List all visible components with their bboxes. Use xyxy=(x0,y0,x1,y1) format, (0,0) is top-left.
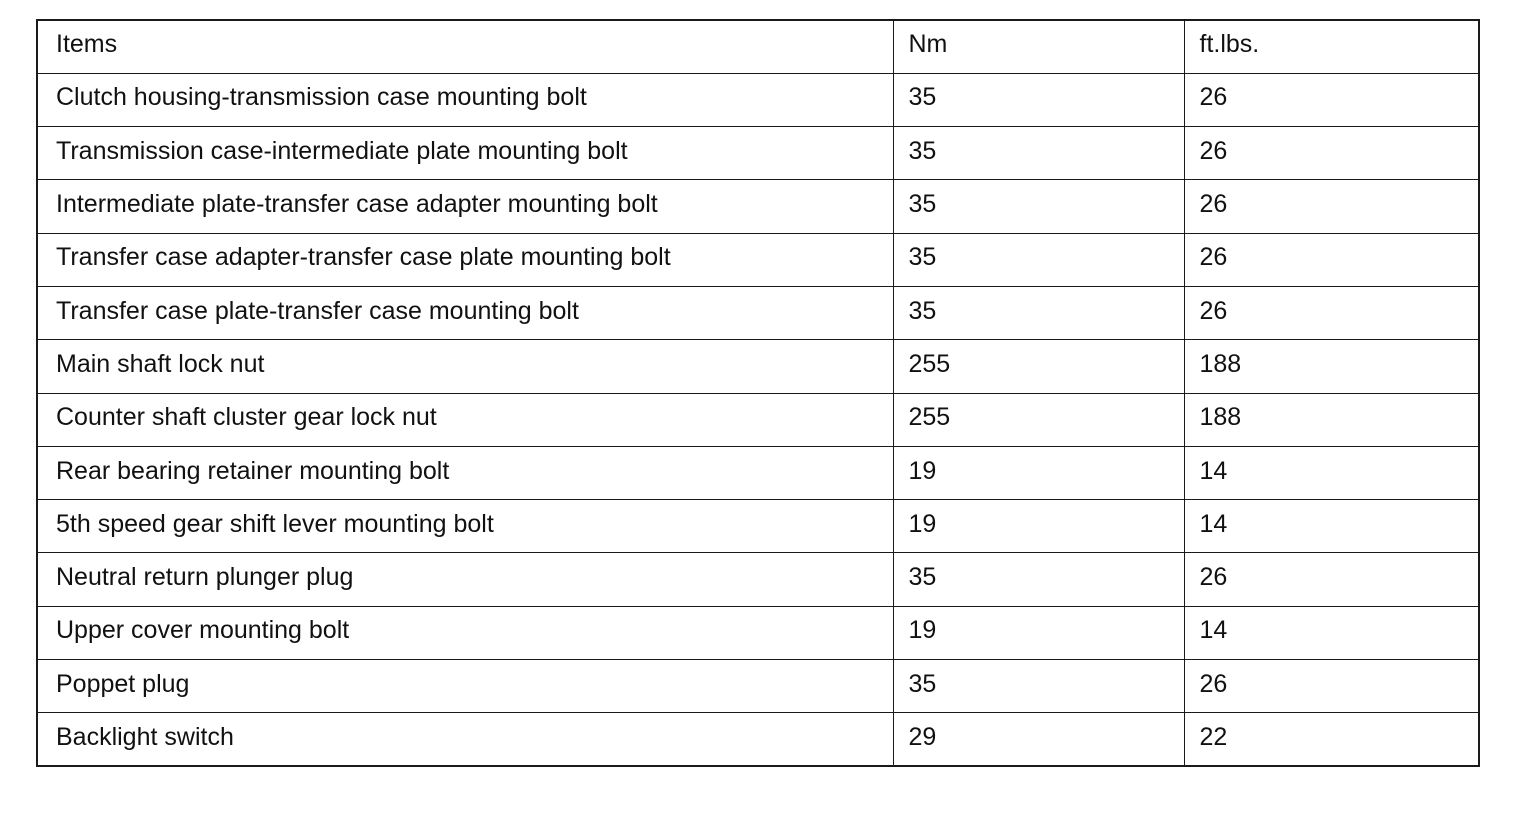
nm-cell: 35 xyxy=(893,233,1184,286)
table-row xyxy=(37,713,1479,766)
table-row xyxy=(37,606,1479,659)
ftlbs-cell: 22 xyxy=(1184,713,1479,766)
table-row xyxy=(37,500,1479,553)
table-row xyxy=(37,127,1479,180)
item-cell: Poppet plug xyxy=(37,660,893,713)
table-row xyxy=(37,340,1479,393)
item-cell: Rear bearing retainer mounting bolt xyxy=(37,446,893,499)
table-row xyxy=(37,180,1479,233)
table-row xyxy=(37,660,1479,713)
table-row xyxy=(37,446,1479,499)
ftlbs-cell: 188 xyxy=(1184,340,1479,393)
nm-cell: 35 xyxy=(893,73,1184,126)
nm-cell: 35 xyxy=(893,127,1184,180)
item-cell: Upper cover mounting bolt xyxy=(37,606,893,659)
ftlbs-cell: 26 xyxy=(1184,73,1479,126)
item-cell: Transfer case plate-transfer case mounting bolt xyxy=(37,286,893,339)
ftlbs-cell: 188 xyxy=(1184,393,1479,446)
torque-specification-table xyxy=(36,19,1480,767)
ftlbs-cell: 26 xyxy=(1184,180,1479,233)
nm-cell: 255 xyxy=(893,393,1184,446)
item-cell: Main shaft lock nut xyxy=(37,340,893,393)
item-cell: Neutral return plunger plug xyxy=(37,553,893,606)
table-row xyxy=(37,73,1479,126)
header-nm: Nm xyxy=(893,20,1184,73)
ftlbs-cell: 26 xyxy=(1184,553,1479,606)
ftlbs-cell: 26 xyxy=(1184,286,1479,339)
ftlbs-cell: 26 xyxy=(1184,660,1479,713)
item-cell: Clutch housing-transmission case mounting bolt xyxy=(37,73,893,126)
nm-cell: 255 xyxy=(893,340,1184,393)
nm-cell: 35 xyxy=(893,180,1184,233)
item-cell: Intermediate plate-transfer case adapter mounting bolt xyxy=(37,180,893,233)
nm-cell: 19 xyxy=(893,606,1184,659)
table-row xyxy=(37,553,1479,606)
item-cell: Transfer case adapter-transfer case plate mounting bolt xyxy=(37,233,893,286)
nm-cell: 19 xyxy=(893,500,1184,553)
table-row xyxy=(37,393,1479,446)
header-ftlbs: ft.lbs. xyxy=(1184,20,1479,73)
item-cell: Counter shaft cluster gear lock nut xyxy=(37,393,893,446)
ftlbs-cell: 26 xyxy=(1184,127,1479,180)
table-row xyxy=(37,233,1479,286)
ftlbs-cell: 14 xyxy=(1184,500,1479,553)
ftlbs-cell: 14 xyxy=(1184,446,1479,499)
nm-cell: 29 xyxy=(893,713,1184,766)
ftlbs-cell: 14 xyxy=(1184,606,1479,659)
nm-cell: 19 xyxy=(893,446,1184,499)
ftlbs-cell: 26 xyxy=(1184,233,1479,286)
item-cell: 5th speed gear shift lever mounting bolt xyxy=(37,500,893,553)
nm-cell: 35 xyxy=(893,660,1184,713)
table-row xyxy=(37,286,1479,339)
header-items: Items xyxy=(37,20,893,73)
nm-cell: 35 xyxy=(893,286,1184,339)
header-row xyxy=(37,20,1479,73)
item-cell: Transmission case-intermediate plate mounting bolt xyxy=(37,127,893,180)
nm-cell: 35 xyxy=(893,553,1184,606)
item-cell: Backlight switch xyxy=(37,713,893,766)
